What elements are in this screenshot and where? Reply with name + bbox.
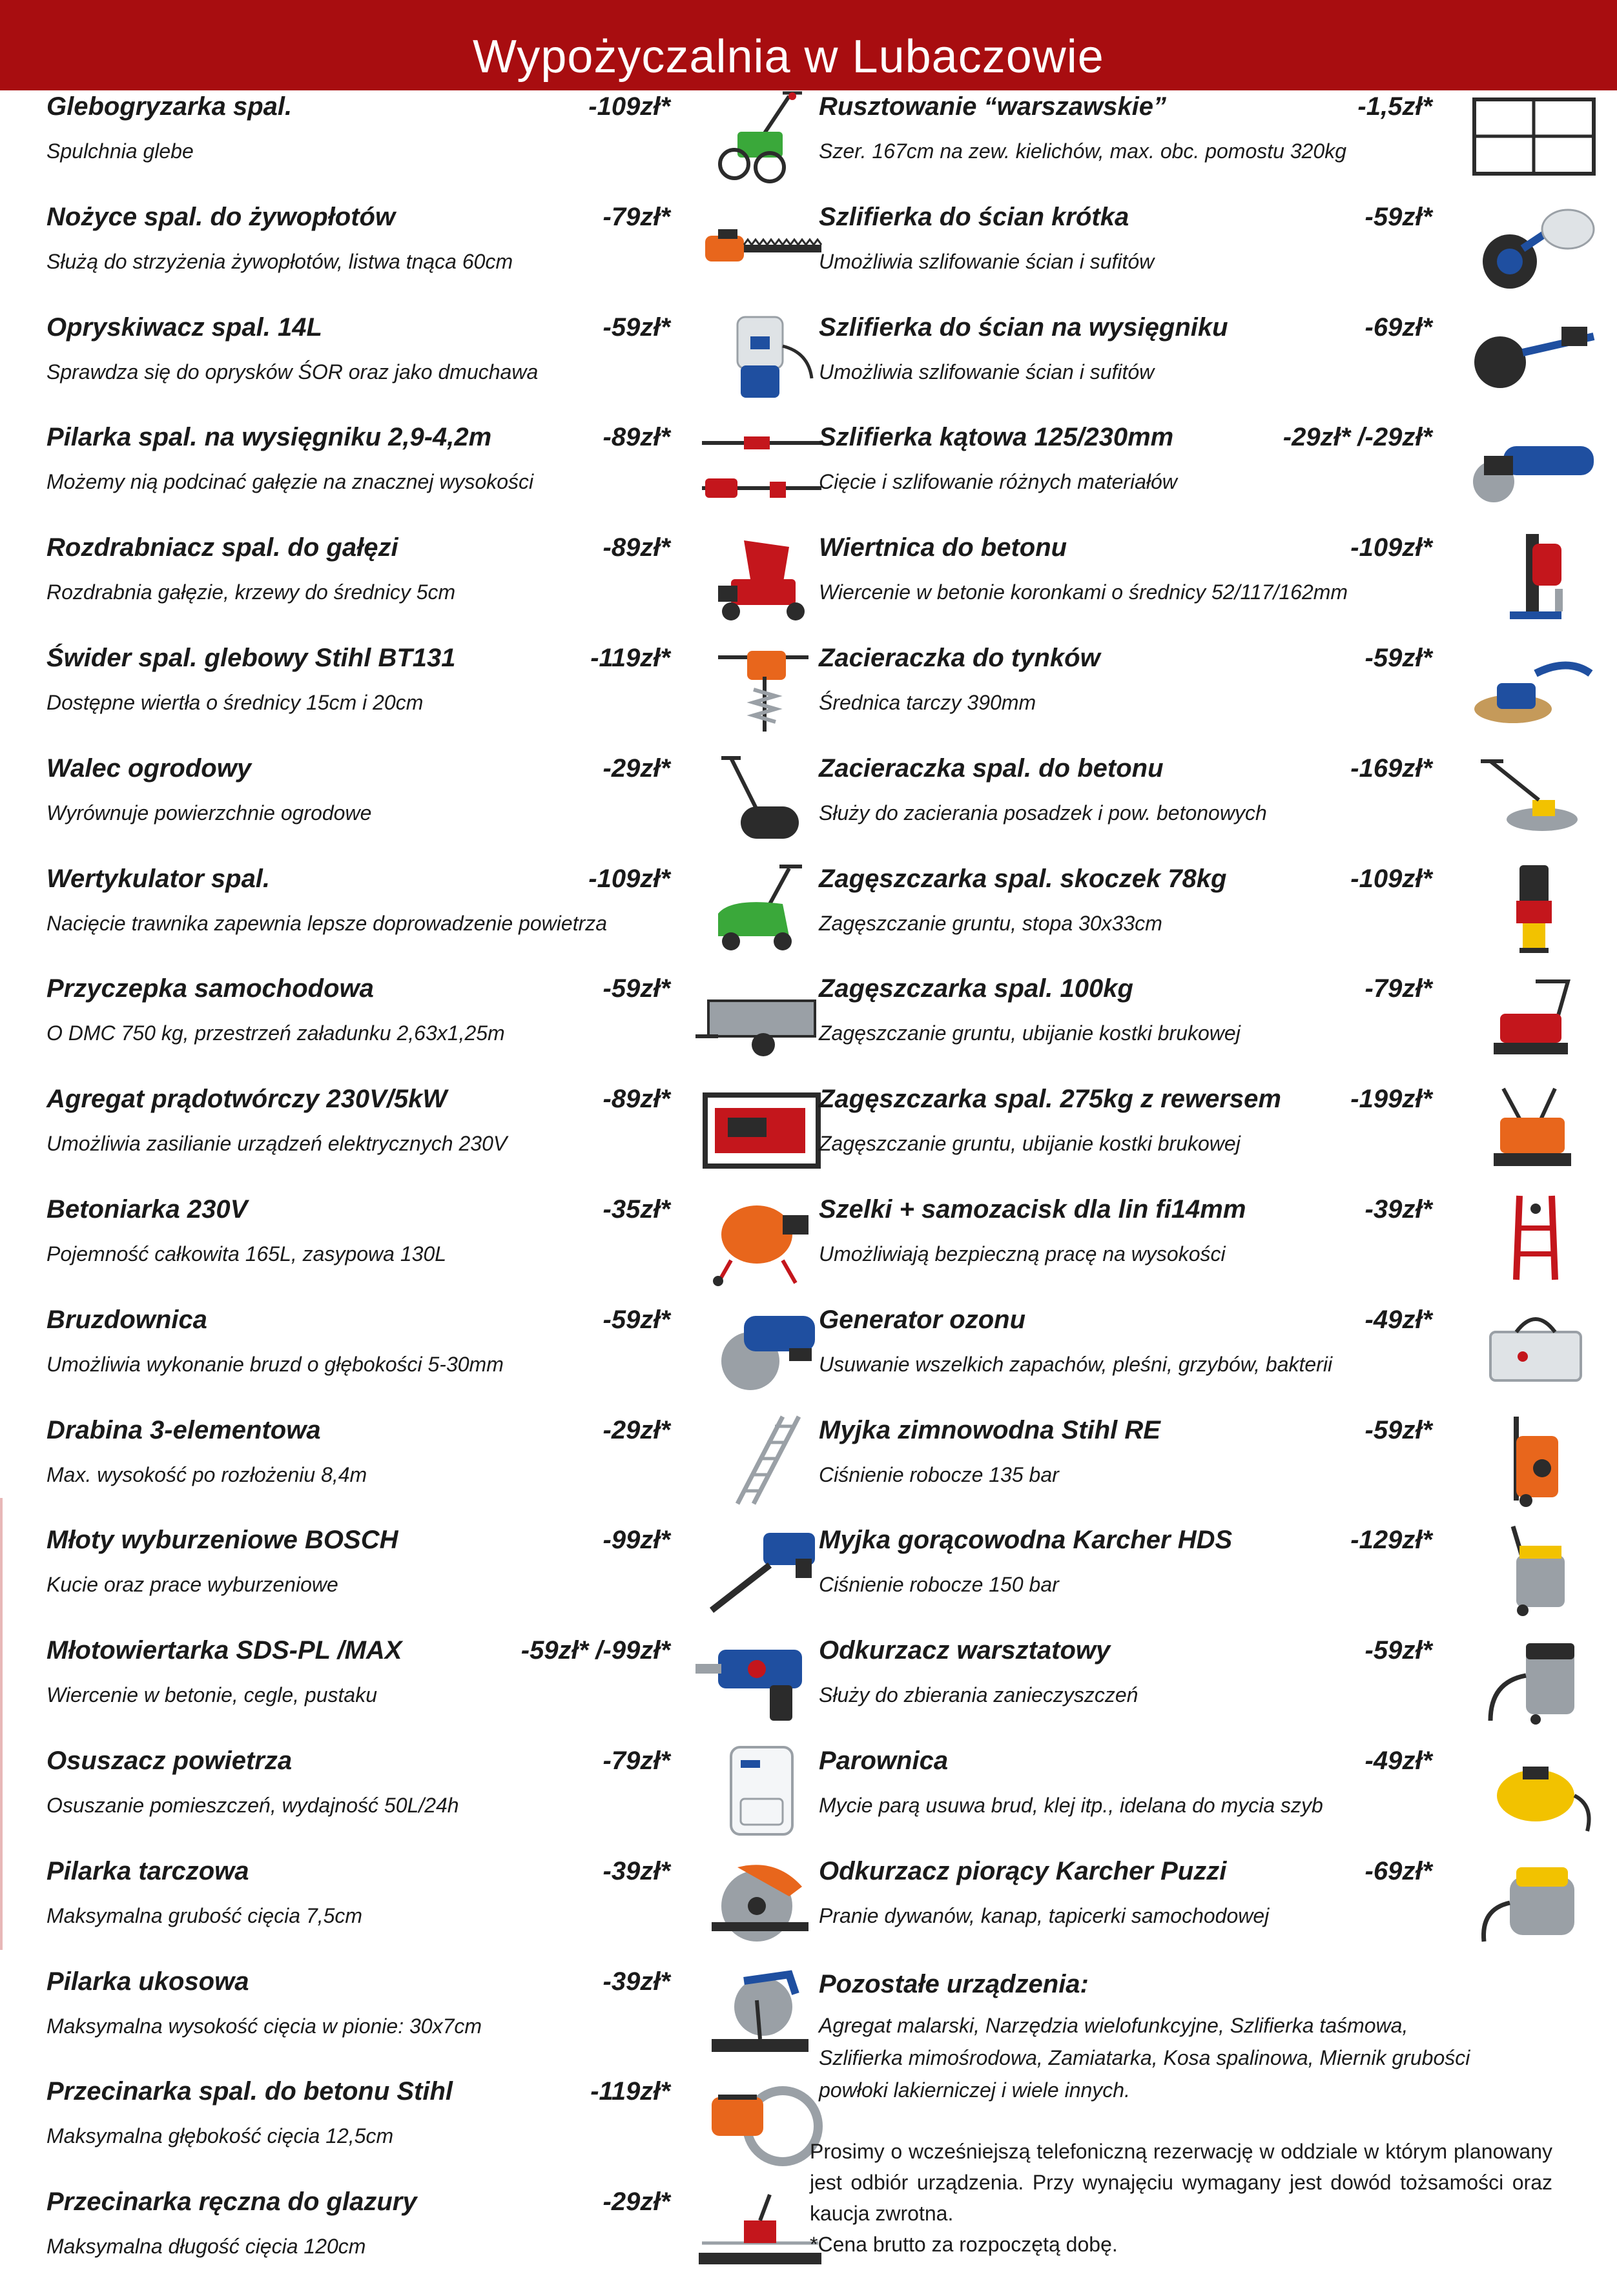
dehumidifier-icon <box>692 1741 828 1838</box>
left-item <box>46 972 828 1083</box>
item-name: Osuszacz powietrza <box>46 1747 293 1775</box>
ladder-icon <box>692 1410 828 1507</box>
item-name: Opryskiwacz spal. 14L <box>46 313 322 342</box>
item-name: Nożyce spal. do żywopłotów <box>46 202 396 231</box>
carpet-cleaner-icon <box>1465 1851 1600 1948</box>
item-name: Szlifierka do ścian krótka <box>819 202 1129 231</box>
item-name: Wertykulator spal. <box>46 864 271 893</box>
item-price: -89zł* <box>603 423 670 452</box>
cut-off-saw-icon <box>692 2071 828 2168</box>
item-price: -49zł* <box>1365 1305 1432 1334</box>
item-description: Ciśnienie robocze 135 bar <box>819 1462 1059 1486</box>
left-item <box>46 642 828 752</box>
item-name: Rusztowanie “warszawskie” <box>819 92 1166 121</box>
price-footnote: *Cena brutto za rozpoczętą dobę. <box>810 2233 1118 2256</box>
right-column <box>810 90 1607 2295</box>
reversible-compactor-icon <box>1465 1079 1600 1176</box>
right-item <box>819 311 1607 422</box>
right-item <box>819 1745 1607 1855</box>
item-description: Sprawdza się do oprysków ŚOR oraz jako dmuchawa <box>46 360 539 384</box>
item-name: Agregat prądotwórczy 230V/5kW <box>46 1085 448 1114</box>
item-name: Generator ozonu <box>819 1305 1026 1334</box>
item-price: -109zł* <box>1350 864 1432 893</box>
drywall-sander-icon <box>1465 307 1600 404</box>
right-item <box>819 1083 1607 1193</box>
left-item <box>46 421 828 531</box>
miter-saw-icon <box>692 1962 828 2058</box>
item-description: Dostępne wiertła o średnicy 15cm i 20cm <box>46 691 424 714</box>
item-description: Maksymalna grubość cięcia 7,5cm <box>46 1903 363 1927</box>
item-description: Umożliwia zasilianie urządzeń elektrycznych 230V <box>46 1132 508 1156</box>
item-description: Wyrównuje powierzchnie ogrodowe <box>46 801 372 825</box>
right-item <box>819 1304 1607 1414</box>
generator-icon <box>692 1079 828 1176</box>
core-drill-icon <box>1465 528 1600 624</box>
edge-mark <box>0 1498 3 1950</box>
right-item <box>819 752 1607 863</box>
item-description: Maksymalna głębokość cięcia 12,5cm <box>46 2124 394 2148</box>
left-item <box>46 2186 828 2296</box>
tamping-rammer-icon <box>1465 859 1600 956</box>
item-price: -59zł* <box>1365 1415 1432 1444</box>
item-description: Zagęszczanie gruntu, stopa 30x33cm <box>819 911 1162 935</box>
steam-cleaner-icon <box>1465 1741 1600 1838</box>
item-price: -109zł* <box>588 864 670 893</box>
rotary-hammer-icon <box>692 1630 828 1727</box>
right-item <box>819 201 1607 311</box>
item-description: Maksymalna wysokość cięcia w pionie: 30x7cm <box>46 2014 482 2038</box>
item-name: Pilarka tarczowa <box>46 1856 249 1885</box>
item-description: Rozdrabnia gałęzie, krzewy do średnicy 5cm <box>46 580 456 604</box>
chipper-icon <box>692 528 828 624</box>
item-name: Drabina 3-elementowa <box>46 1415 321 1444</box>
item-description: Pojemność całkowita 165L, zasypowa 130L <box>46 1242 447 1266</box>
item-description: Max. wysokość po rozłożeniu 8,4m <box>46 1462 367 1486</box>
item-description: Cięcie i szlifowanie różnych materiałów <box>819 470 1177 494</box>
left-item <box>46 1304 828 1414</box>
item-name: Przecinarka spal. do betonu Stihl <box>46 2077 453 2106</box>
item-description: Pranie dywanów, kanap, tapicerki samochodowej <box>819 1903 1270 1927</box>
right-item <box>819 1193 1607 1304</box>
right-item <box>819 531 1607 642</box>
item-price: -119zł* <box>590 2077 670 2106</box>
scarifier-icon <box>692 859 828 956</box>
left-item <box>46 1634 828 1745</box>
item-description: Zagęszczanie gruntu, ubijanie kostki brukowej <box>819 1132 1241 1156</box>
hot-washer-icon <box>1465 1520 1600 1617</box>
item-name: Rozdrabniacz spal. do gałęzi <box>46 533 398 562</box>
right-item <box>819 421 1607 531</box>
right-item <box>819 1414 1607 1524</box>
item-name: Pilarka ukosowa <box>46 1967 249 1996</box>
pole-saw-icon <box>692 417 828 514</box>
item-name: Parownica <box>819 1747 949 1775</box>
item-name: Przyczepka samochodowa <box>46 974 374 1003</box>
left-item <box>46 2075 828 2186</box>
item-price: -29zł* <box>603 1415 670 1444</box>
left-item <box>46 1745 828 1855</box>
item-description: Możemy nią podcinać gałęzie na znacznej wysokości <box>46 470 534 494</box>
item-price: -59zł* <box>1365 1636 1432 1665</box>
item-description: Spulchnia glebe <box>46 139 194 163</box>
pressure-washer-icon <box>1465 1410 1600 1507</box>
item-price: -39zł* <box>1365 1195 1432 1224</box>
item-price: -169zł* <box>1350 753 1432 783</box>
circular-saw-icon <box>692 1851 828 1948</box>
item-price: -79zł* <box>603 202 670 231</box>
item-price: -35zł* <box>603 1195 670 1224</box>
item-name: Bruzdownica <box>46 1305 207 1334</box>
other-devices-list: Agregat malarski, Narzędzia wielofunkcyjne, Szlifierka taśmowa, Szlifierka mimośrodowa, Zamiatarka, Kosa spalinowa, Miernik grubości powłoki lakierniczej i wiele innych. <box>819 2014 1470 2102</box>
item-price: -39zł* <box>603 1967 670 1996</box>
item-price: -89zł* <box>603 533 670 562</box>
item-description: Średnica tarczy 390mm <box>819 691 1036 714</box>
item-name: Myjka gorącowodna Karcher HDS <box>819 1526 1233 1555</box>
item-description: Zagęszczanie gruntu, ubijanie kostki brukowej <box>819 1021 1241 1045</box>
item-description: Maksymalna długość cięcia 120cm <box>46 2235 366 2259</box>
page-header <box>0 0 1617 90</box>
item-price: -59zł* <box>1365 644 1432 672</box>
garden-roller-icon <box>692 748 828 845</box>
item-price: -129zł* <box>1350 1526 1432 1555</box>
item-price: -59zł* <box>1365 202 1432 231</box>
left-column <box>46 90 828 2295</box>
demolition-hammer-icon <box>692 1520 828 1617</box>
item-price: -59zł* /-99zł* <box>520 1636 670 1665</box>
item-name: Świder spal. glebowy Stihl BT131 <box>46 644 456 672</box>
item-name: Odkurzacz piorący Karcher Puzzi <box>819 1856 1227 1885</box>
item-price: -199zł* <box>1350 1085 1432 1114</box>
item-name: Zagęszczarka spal. skoczek 78kg <box>819 864 1227 893</box>
right-item <box>819 1855 1607 1965</box>
earth-auger-icon <box>692 638 828 735</box>
item-price: -89zł* <box>603 1085 670 1114</box>
wall-chaser-icon <box>692 1300 828 1397</box>
item-price: -59zł* <box>603 974 670 1003</box>
item-price: -29zł* /-29zł* <box>1282 423 1432 452</box>
ozone-generator-icon <box>1465 1300 1600 1397</box>
power-trowel-icon <box>1465 748 1600 845</box>
item-description: Ciśnienie robocze 150 bar <box>819 1573 1059 1597</box>
left-item <box>46 1193 828 1304</box>
item-description: Osuszanie pomieszczeń, wydajność 50L/24h <box>46 1794 459 1817</box>
scaffolding-icon <box>1465 87 1600 183</box>
item-price: -49zł* <box>1365 1747 1432 1775</box>
item-description: Nacięcie trawnika zapewnia lepsze doprowadzenie powietrza <box>46 911 608 935</box>
right-item <box>819 1524 1607 1634</box>
item-description: Umożliwia wykonanie bruzd o głębokości 5-30mm <box>46 1352 504 1376</box>
sprayer-icon <box>692 307 828 404</box>
item-name: Pilarka spal. na wysięgniku 2,9-4,2m <box>46 423 492 452</box>
item-description: Wiercenie w betonie, cegle, pustaku <box>46 1683 377 1707</box>
item-price: -59zł* <box>603 313 670 342</box>
item-name: Zacieraczka spal. do betonu <box>819 753 1164 783</box>
item-description: Umożliwia szlifowanie ścian i sufitów <box>819 360 1155 384</box>
item-description: Służą do strzyżenia żywopłotów, listwa tnąca 60cm <box>46 249 513 273</box>
right-item <box>819 972 1607 1083</box>
item-description: Wiercenie w betonie koronkami o średnicy 52/117/162mm <box>819 580 1348 604</box>
tile-cutter-icon <box>692 2182 828 2279</box>
item-name: Odkurzacz warsztatowy <box>819 1636 1111 1665</box>
angle-grinder-icon <box>1465 417 1600 514</box>
plaster-trowel-icon <box>1465 638 1600 735</box>
item-description: Kucie oraz prace wyburzeniowe <box>46 1573 338 1597</box>
item-price: -59zł* <box>603 1305 670 1334</box>
right-item <box>819 1634 1607 1745</box>
item-name: Betoniarka 230V <box>46 1195 248 1224</box>
wall-sander-icon <box>1465 197 1600 294</box>
item-price: -69zł* <box>1365 313 1432 342</box>
item-description: Służy do zbierania zanieczyszczeń <box>819 1683 1138 1707</box>
item-description: Służy do zacierania posadzek i pow. betonowych <box>819 801 1267 825</box>
right-item <box>819 90 1607 201</box>
tiller-icon <box>692 87 828 183</box>
item-price: -79zł* <box>603 1747 670 1775</box>
item-name: Szlifierka kątowa 125/230mm <box>819 423 1174 452</box>
left-item <box>46 1414 828 1524</box>
item-name: Wiertnica do betonu <box>819 533 1067 562</box>
left-item <box>46 90 828 201</box>
left-item <box>46 863 828 973</box>
item-description: Szer. 167cm na zew. kielichów, max. obc. pomostu 320kg <box>819 139 1346 163</box>
item-price: -29zł* <box>603 753 670 783</box>
plate-compactor-icon <box>1465 969 1600 1065</box>
item-description: Umożliwiają bezpieczną pracę na wysokości <box>819 1242 1226 1266</box>
item-name: Glebogryzarka spal. <box>46 92 293 121</box>
item-description: Mycie parą usuwa brud, klej itp., idelana do mycia szyb <box>819 1794 1323 1817</box>
right-item <box>819 863 1607 973</box>
left-item <box>46 531 828 642</box>
hedge-trimmer-icon <box>692 197 828 294</box>
item-price: -99zł* <box>603 1526 670 1555</box>
item-price: -109zł* <box>588 92 670 121</box>
other-devices-title: Pozostałe urządzenia: <box>819 1970 1089 1998</box>
shop-vacuum-icon <box>1465 1630 1600 1727</box>
item-price: -29zł* <box>603 2188 670 2217</box>
item-price: -1,5zł* <box>1357 92 1432 121</box>
item-description: O DMC 750 kg, przestrzeń załadunku 2,63x1,25m <box>46 1021 505 1045</box>
item-name: Szelki + samozacisk dla lin fi14mm <box>819 1195 1246 1224</box>
notice-text: Prosimy o wcześniejszą telefoniczną rezerwację w oddziale w którym planowany jest odbiór urządzenia. Przy wynajęciu wymagany jest dowód tożsamości oraz kaucja zwrotna. <box>810 2140 1552 2225</box>
item-description: Umożliwia szlifowanie ścian i sufitów <box>819 249 1155 273</box>
left-item <box>46 752 828 863</box>
left-item <box>46 311 828 422</box>
concrete-mixer-icon <box>692 1189 828 1286</box>
left-item <box>46 1965 828 2076</box>
item-price: -79zł* <box>1365 974 1432 1003</box>
left-item <box>46 1083 828 1193</box>
item-description: Usuwanie wszelkich zapachów, pleśni, grzybów, bakterii <box>819 1352 1333 1376</box>
left-item <box>46 1855 828 1965</box>
item-price: -119zł* <box>590 644 670 672</box>
item-price: -69zł* <box>1365 1856 1432 1885</box>
right-item <box>819 642 1607 752</box>
left-item <box>46 201 828 311</box>
left-item <box>46 1524 828 1634</box>
item-name: Zacieraczka do tynków <box>819 644 1100 672</box>
item-price: -39zł* <box>603 1856 670 1885</box>
item-name: Młotowiertarka SDS-PL /MAX <box>46 1636 402 1665</box>
item-name: Młoty wyburzeniowe BOSCH <box>46 1526 398 1555</box>
page-title: Wypożyczalnia w Lubaczowie <box>473 31 1104 83</box>
item-price: -109zł* <box>1350 533 1432 562</box>
item-name: Myjka zimnowodna Stihl RE <box>819 1415 1160 1444</box>
item-name: Zagęszczarka spal. 100kg <box>819 974 1133 1003</box>
item-name: Szlifierka do ścian na wysięgniku <box>819 313 1228 342</box>
safety-harness-icon <box>1465 1189 1600 1286</box>
item-name: Zagęszczarka spal. 275kg z rewersem <box>819 1085 1281 1114</box>
item-name: Przecinarka ręczna do glazury <box>46 2188 417 2217</box>
reservation-notice <box>810 2136 1552 2260</box>
trailer-icon <box>692 969 828 1065</box>
item-name: Walec ogrodowy <box>46 753 252 783</box>
